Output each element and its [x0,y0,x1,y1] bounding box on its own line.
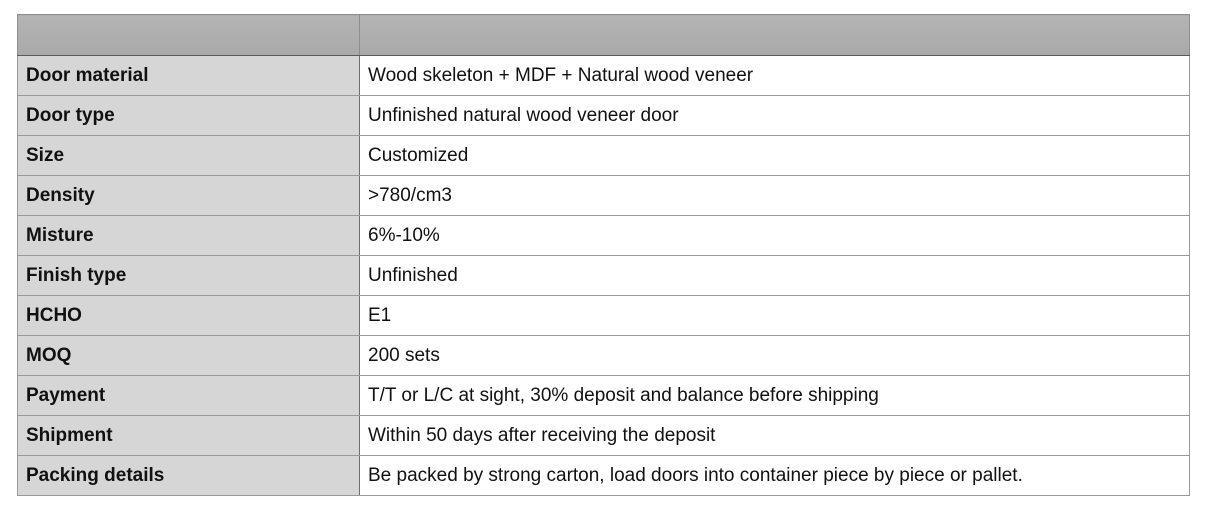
header-cell-value [360,15,1190,56]
table-row [18,296,1190,336]
row-value: Unfinished [360,256,1190,296]
row-label: Packing details [18,456,360,496]
header-cell-label [18,15,360,56]
table-row [18,176,1190,216]
row-value: Unfinished natural wood veneer door [360,96,1190,136]
table-row [18,56,1190,96]
table-row [18,256,1190,296]
table-row [18,376,1190,416]
row-label: Door material [18,56,360,96]
table-body [18,56,1190,496]
row-value: Customized [360,136,1190,176]
row-value: Within 50 days after receiving the deposit [360,416,1190,456]
row-value: Be packed by strong carton, load doors into container piece by piece or pallet. [360,456,1190,496]
row-label: HCHO [18,296,360,336]
row-label: Misture [18,216,360,256]
table-row [18,136,1190,176]
product-spec-table [17,14,1190,496]
row-label: Finish type [18,256,360,296]
header-row [18,15,1190,56]
table-row [18,336,1190,376]
row-label: Density [18,176,360,216]
row-label: Size [18,136,360,176]
table-header [18,15,1190,56]
row-value: Wood skeleton + MDF + Natural wood veneer [360,56,1190,96]
row-label: Payment [18,376,360,416]
row-value: E1 [360,296,1190,336]
row-label: Shipment [18,416,360,456]
row-value: 200 sets [360,336,1190,376]
table-row [18,456,1190,496]
row-value: T/T or L/C at sight, 30% deposit and balance before shipping [360,376,1190,416]
table-row [18,416,1190,456]
table-row [18,96,1190,136]
row-label: Door type [18,96,360,136]
row-label: MOQ [18,336,360,376]
row-value: >780/cm3 [360,176,1190,216]
table-row [18,216,1190,256]
row-value: 6%-10% [360,216,1190,256]
